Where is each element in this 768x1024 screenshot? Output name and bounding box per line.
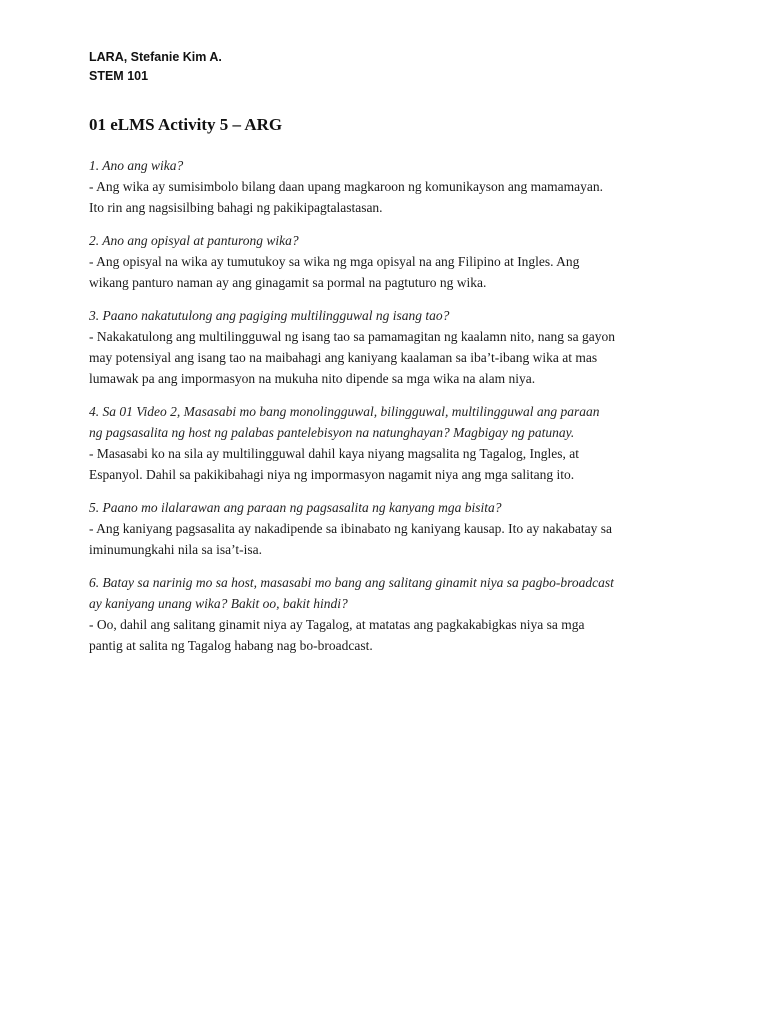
answer-3-line: lumawak pa ang impormasyon na mukuha nito dipende sa mga wika na alam niya.	[89, 371, 536, 386]
answer-5-line: - Ang kaniyang pagsasalita ay nakadipende sa ibinabato ng kaniyang kausap. Ito ay nakabatay sa	[89, 521, 612, 536]
qa-item-1	[89, 155, 679, 218]
student-section: STEM 101	[89, 69, 149, 83]
qa-item-5	[89, 497, 679, 560]
qa-item-6	[89, 572, 679, 656]
activity-title: 01 eLMS Activity 5 – ARG	[89, 115, 283, 134]
student-header	[89, 48, 222, 86]
answer-3-line: - Nakakatulong ang multilingguwal ng isang tao sa pamamagitan ng kaalamn nito, nang sa gayon	[89, 329, 615, 344]
question-6-line: ay kaniyang unang wika? Bakit oo, bakit hindi?	[89, 596, 348, 611]
answer-5-line: iminumungkahi nila sa isa’t-isa.	[89, 542, 262, 557]
question-1: 1. Ano ang wika?	[89, 158, 184, 173]
answer-2-line: wikang panturo naman ay ang ginagamit sa pormal na pagtuturo ng wika.	[89, 275, 487, 290]
answer-1-line: Ito rin ang nagsisilbing bahagi ng pakikipagtalastasan.	[89, 200, 383, 215]
question-4-line: 4. Sa 01 Video 2, Masasabi mo bang monolingguwal, bilingguwal, multilingguwal ang paraan	[89, 404, 600, 419]
answer-6-line: - Oo, dahil ang salitang ginamit niya ay Tagalog, at matatas ang pagkakabigkas niya sa mga	[89, 617, 585, 632]
answer-1-line: - Ang wika ay sumisimbolo bilang daan upang magkaroon ng komunikayson ang mamamayan.	[89, 179, 604, 194]
qa-item-2	[89, 230, 679, 293]
student-name: LARA, Stefanie Kim A.	[89, 50, 222, 64]
qa-list	[89, 155, 679, 668]
question-4-line: ng pagsasalita ng host ng palabas pantelebisyon na natunghayan? Magbigay ng patunay.	[89, 425, 575, 440]
question-5: 5. Paano mo ilalarawan ang paraan ng pagsasalita ng kanyang mga bisita?	[89, 500, 502, 515]
answer-6-line: pantig at salita ng Tagalog habang nag bo-broadcast.	[89, 638, 373, 653]
qa-item-3	[89, 305, 679, 389]
answer-4-line: - Masasabi ko na sila ay multilingguwal dahil kaya niyang magsalita ng Tagalog, Ingles, at	[89, 446, 579, 461]
question-6-line: 6. Batay sa narinig mo sa host, masasabi mo bang ang salitang ginamit niya sa pagbo-broadcast	[89, 575, 614, 590]
answer-2-line: - Ang opisyal na wika ay tumutukoy sa wika ng mga opisyal na ang Filipino at Ingles. Ang	[89, 254, 580, 269]
question-2: 2. Ano ang opisyal at panturong wika?	[89, 233, 299, 248]
answer-4-line: Espanyol. Dahil sa pakikibahagi niya ng impormasyon nagamit niya ang mga salitang ito.	[89, 467, 575, 482]
question-3: 3. Paano nakatutulong ang pagiging multilingguwal ng isang tao?	[89, 308, 450, 323]
qa-item-4	[89, 401, 679, 485]
answer-3-line: may potensiyal ang isang tao na maibahagi ang kaniyang kaalaman sa iba’t-ibang wika at mas	[89, 350, 598, 365]
